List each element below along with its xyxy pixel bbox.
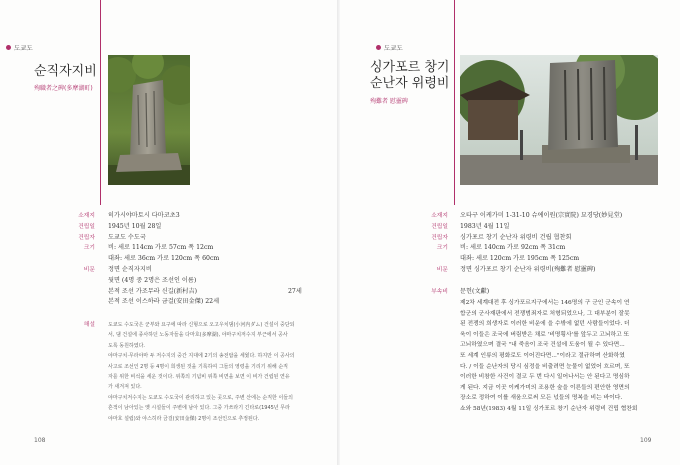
memorial-stone-photo-right (460, 55, 658, 185)
label-blank (400, 254, 448, 265)
value-size-base: 대좌: 세로 120cm 가로 195cm 폭 125cm (460, 255, 580, 263)
left-subtitle: 殉職者之碑(多摩湖町) (34, 85, 93, 92)
desc-line: 도쿄도 수도국은 군부와 요구에 따라 신형으로 오고우치댐(小河内ダム) 건설이 중단되 (108, 322, 295, 328)
label-blank (400, 276, 448, 287)
right-title-line: 순난자 위령비 (370, 76, 450, 91)
desc-line: 이러한 비참한 사건이 결코 두 번 다시 일어나서는 안 된다고 명심하 (460, 374, 630, 381)
value-size-base: 대좌: 세로 36cm 가로 120cm 폭 60cm (108, 255, 220, 263)
label-blank (52, 254, 95, 265)
right-section-label: 도쿄도 (384, 44, 403, 52)
value-location: 오타구 이케가미 1-31-10 슈에이원(宗實院) 묘경당(妙見堂) (460, 212, 623, 219)
label-builder: 건립자 (431, 234, 448, 241)
label-size: 크기 (436, 245, 448, 252)
right-title-line: 싱가포르 창기 (370, 60, 450, 75)
value-attached-stone: 문헌(文獻) (460, 287, 490, 295)
value-age: 27세 (288, 287, 302, 295)
value-blank (460, 276, 675, 287)
desc-line: 또 세계 인류의 평화로도 이어진다면..."이라고 절규하며 산화하였 (460, 352, 625, 359)
label-location: 소재지 (78, 213, 95, 219)
right-subtitle: 殉難者 慰靈碑 (370, 98, 408, 105)
value-date: 1983년 4월 11일 (460, 222, 510, 230)
left-section-tag (6, 43, 33, 52)
label-location: 소재지 (431, 213, 448, 219)
label-blank (52, 287, 95, 298)
desc-line: 합군의 군사재판에서 전쟁범죄자로 처형되었으나, 그 대부분이 잘못 (460, 310, 630, 317)
value-builder: 도쿄도 수도국 (108, 233, 146, 241)
right-page-number: 109 (640, 437, 652, 444)
label-attached-stone: 부속비 (431, 288, 448, 295)
desc-line: 사고로 조선인 2명 등 4명이 희생된 것을 기록하여 그들의 영령을 기리기 위해 순직 (108, 363, 288, 370)
value-inscription-line: 본적 조선 가조무라 신길(新村吉) 27세 (108, 287, 338, 298)
desc-line: 게 된다. 지금 이곳 이케가미의 조용한 숲을 이른들의 편안한 영면의 (460, 384, 630, 391)
value-inscription-front: 정면 싱가포르 창기 순난자 위령비(殉難者 慰靈碑) (460, 265, 596, 273)
desc-line: 흔적이 남아있는 옛 시설들이 주변에 남아 있다. 그중 가쓰라기 긴타로(1945년 무라 (108, 405, 290, 412)
desc-line: 자를 위한 비석을 세운 것이다. 위쪽의 기념비 위쪽 비면을 보면 이 비가 건립된 연유 (108, 374, 290, 381)
desc-line: 된 전쟁의 희생자로 이러한 비운에 을 수밖에 없던 사람들이었다. 더 (460, 321, 630, 328)
left-field-values (108, 211, 338, 308)
memorial-image (460, 55, 658, 185)
desc-line: 가 새겨져 있다. (108, 384, 142, 391)
stone-image (108, 55, 190, 185)
right-accent-line (454, 0, 455, 205)
value-date: 1945년 10월 28일 (108, 222, 162, 230)
section-dot-icon (6, 45, 11, 50)
right-page (340, 0, 680, 465)
desc-line: 욱이 이들은 조국에 버림받은 채로 '비명횡사'를 앞두고 고뇌하고 또 (460, 331, 630, 338)
memorial-stone-photo-left (108, 55, 190, 185)
label-builder: 건립자 (78, 234, 95, 241)
desc-line: 야마구치·무라야마 두 저수지의 중간 지대에 2기의 송전탑을 세웠다. 하지만 이 공사의 (108, 353, 295, 360)
right-description (460, 298, 675, 415)
section-dot-icon (376, 45, 381, 50)
label-description: 해설 (83, 322, 95, 328)
desc-line: 고뇌하였으며 결국 "내 죽음이 조국 건설에 도움이 될 수 있다면... (460, 342, 625, 349)
value-builder: 싱가포르 창기 순난자 위령비 건립 협찬회 (460, 233, 572, 241)
left-section-label: 도쿄도 (14, 44, 33, 52)
label-blank (52, 308, 95, 319)
label-date: 건립일 (431, 223, 448, 230)
desc-line: 제2차 세계대전 후 싱가포르지구에서는 146명의 구 군인 군속이 연 (460, 300, 630, 306)
left-title: 순직자지비 (34, 64, 97, 79)
right-field-labels (400, 211, 448, 297)
right-title (370, 60, 449, 92)
right-field-values (460, 211, 675, 297)
desc-line: 쇼와 58년(1983) 4월 11일 싱가포르 창기 순난자 위령비 건립 협찬회 (460, 405, 638, 412)
value-location: 히가시야마토시 다마코초3 (108, 212, 180, 219)
left-accent-line (100, 0, 101, 205)
desc-line: 야마호 설립)와 야스히라 금걸(安田金傑) 2명이 조선인으로 추정된다. (108, 415, 260, 422)
value-inscription-back: 뒷면 (4명 중 2명은 조선인 이름) (108, 276, 197, 284)
left-desc-label-wrap (52, 320, 95, 331)
left-field-labels (52, 211, 95, 319)
left-description (108, 320, 333, 424)
desc-line: 야마구치저수지는 도쿄도 수도국이 관리하고 있는 곳으로, 주변 산에는 순직한 이들의 (108, 394, 293, 401)
label-blank (52, 276, 95, 287)
desc-line: 도록 동원하였다. (108, 342, 145, 349)
desc-line: 다. / 이들 순난자의 당시 심정을 비출려면 눈물이 없었어 흐르며, 또 (460, 363, 630, 370)
label-inscription: 비문 (83, 266, 95, 273)
label-size: 크기 (83, 245, 95, 252)
label-date: 건립일 (78, 223, 95, 230)
desc-line: 서, 댐 건설에 종사하던 노동자들을 다마호(多摩湖), 야마구치저수지 부근에서 공사 (108, 332, 288, 339)
left-page-number: 108 (34, 437, 46, 444)
right-section-tag (376, 43, 403, 52)
value-inscription-line: 본적 조선 이스하라 금걸(安田金傑) 22세 (108, 298, 220, 306)
value-size-stone: 비: 세로 140cm 가로 92cm 폭 31cm (460, 244, 566, 252)
label-blank (52, 297, 95, 308)
desc-line: 장소로 정하여 이를 새움으로써 모든 넋들의 명복을 비는 바이다. (460, 395, 623, 402)
label-inscription: 비문 (436, 266, 448, 273)
value-size-stone: 비: 세로 114cm 가로 57cm 폭 12cm (108, 244, 214, 252)
value-inscription-front: 정면 순직자지비 (108, 265, 152, 273)
